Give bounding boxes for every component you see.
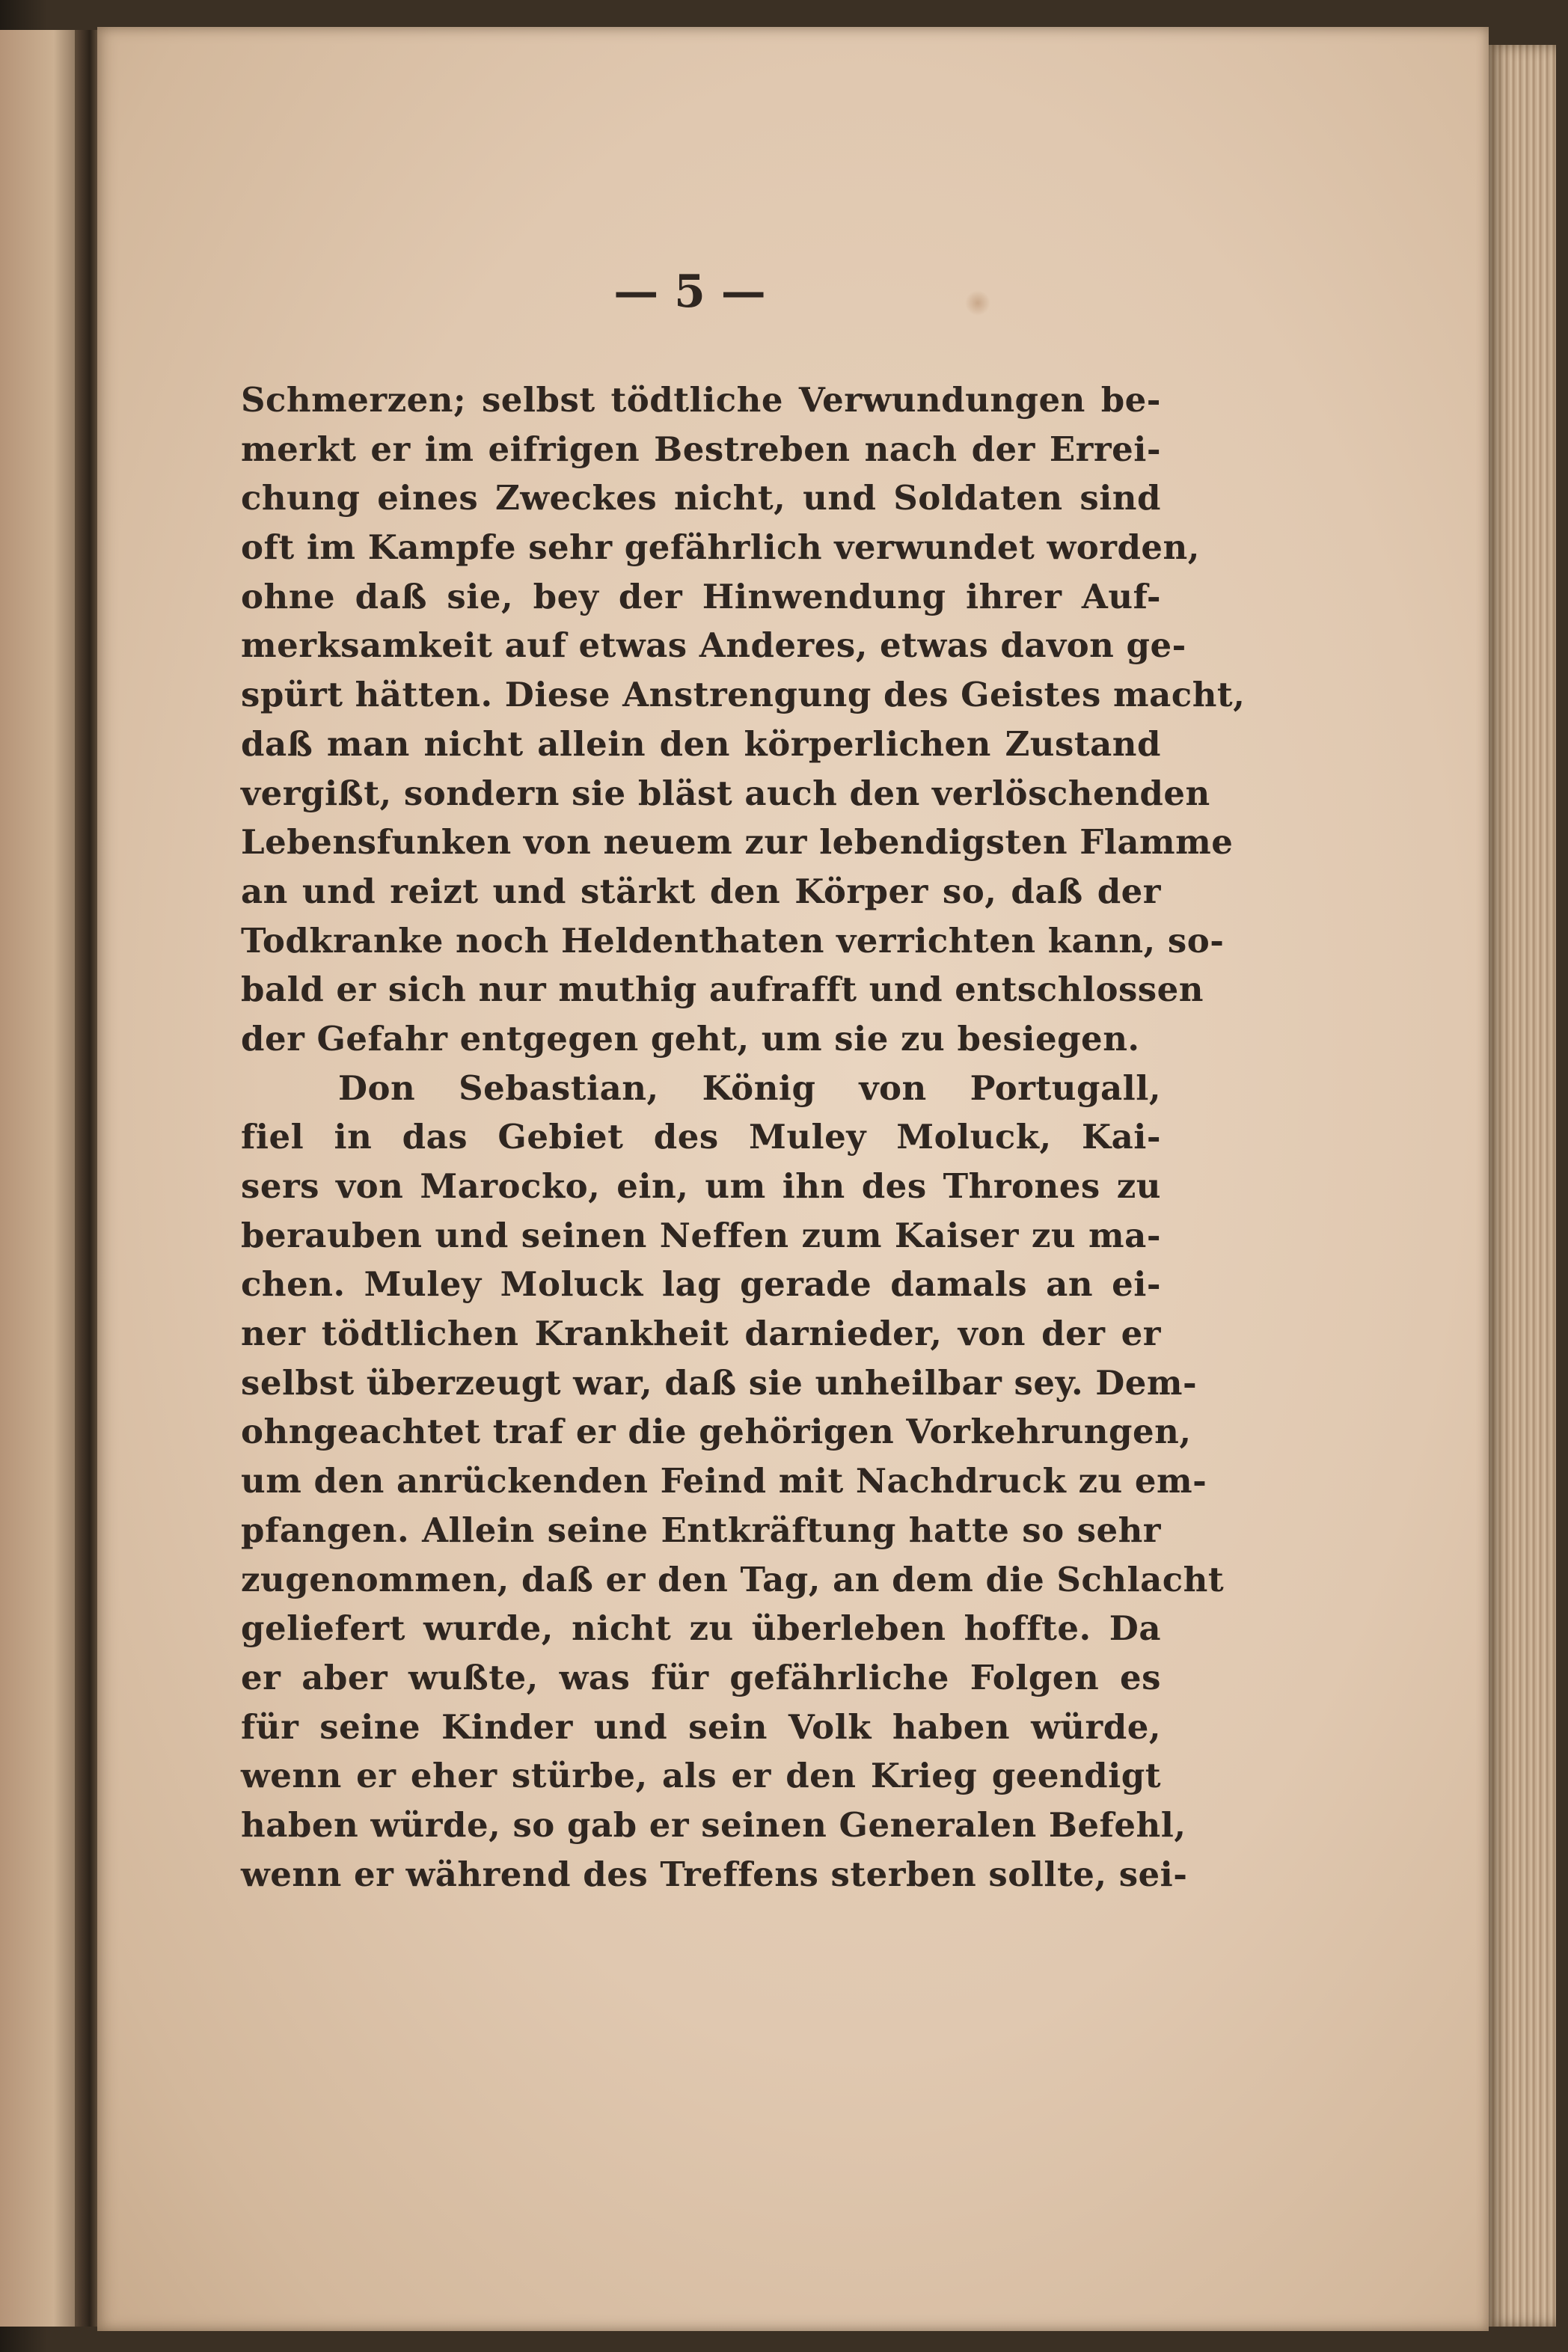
text-line: ohngeachtet traf er die gehörigen Vorkehrungen, [241, 1412, 1192, 1452]
text-line: merksamkeit auf etwas Anderes, etwas davon ge- [241, 625, 1186, 666]
text-line: vergißt, sondern sie bläst auch den verlöschenden [241, 773, 1210, 813]
text-line: um den anrückenden Feind mit Nachdruck zu em- [241, 1461, 1207, 1501]
text-line: er aber wußte, was für gefährliche Folgen es [241, 1657, 1161, 1697]
text-line: daß man nicht allein den körperlichen Zustand [241, 723, 1161, 764]
text-line: ner tödtlichen Krankheit darnieder, von der er [241, 1314, 1161, 1354]
text-line: Todkranke noch Heldenthaten verrichten kann, so- [241, 920, 1225, 961]
text-line: berauben und seinen Neffen zum Kaiser zu ma- [241, 1215, 1161, 1255]
text-line: spürt hätten. Diese Anstrengung des Geistes macht, [241, 675, 1246, 715]
text-line: für seine Kinder und sein Volk haben würde, [241, 1706, 1161, 1747]
text-line: pfangen. Allein seine Entkräftung hatte so sehr [241, 1510, 1161, 1550]
text-line: geliefert wurde, nicht zu überleben hoffte. Da [241, 1608, 1161, 1649]
text-line: bald er sich nur muthig aufrafft und entschlossen [241, 970, 1204, 1010]
text-line: der Gefahr entgegen geht, um sie zu besiegen. [241, 1018, 1140, 1059]
text-line: chung eines Zweckes nicht, und Soldaten sind [241, 478, 1161, 518]
text-line: oft im Kampfe sehr gefährlich verwundet worden, [241, 527, 1200, 568]
text-line: fiel in das Gebiet des Muley Moluck, Kai- [241, 1117, 1161, 1157]
text-line: sers von Marocko, ein, um ihn des Thrones zu [241, 1166, 1161, 1206]
text-line: an und reizt und stärkt den Körper so, daß der [241, 871, 1161, 911]
text-line: Schmerzen; selbst tödtliche Verwundungen be- [241, 380, 1161, 420]
text-line: selbst überzeugt war, daß sie unheilbar sey. Dem- [241, 1362, 1198, 1403]
page-edges [1489, 45, 1556, 2327]
text-line: wenn er während des Treffens sterben sollte, sei- [241, 1854, 1188, 1894]
text-line: merkt er im eifrigen Bestreben nach der Errei- [241, 429, 1161, 469]
text-line: zugenommen, daß er den Tag, an dem die Schlacht [241, 1559, 1225, 1599]
text-line: haben würde, so gab er seinen Generalen Befehl, [241, 1804, 1186, 1845]
page-number: — 5 — [613, 266, 766, 318]
text-line: chen. Muley Moluck lag gerade damals an ei- [241, 1264, 1161, 1305]
text-line: Lebensfunken von neuem zur lebendigsten Flamme [241, 822, 1234, 863]
paragraph-start-line: Don Sebastian, König von Portugall, [338, 1068, 1161, 1108]
text-line: ohne daß sie, bey der Hinwendung ihrer Auf- [241, 576, 1161, 616]
text-line: wenn er eher stürbe, als er den Krieg geendigt [241, 1756, 1161, 1796]
text-block [241, 262, 1246, 1899]
